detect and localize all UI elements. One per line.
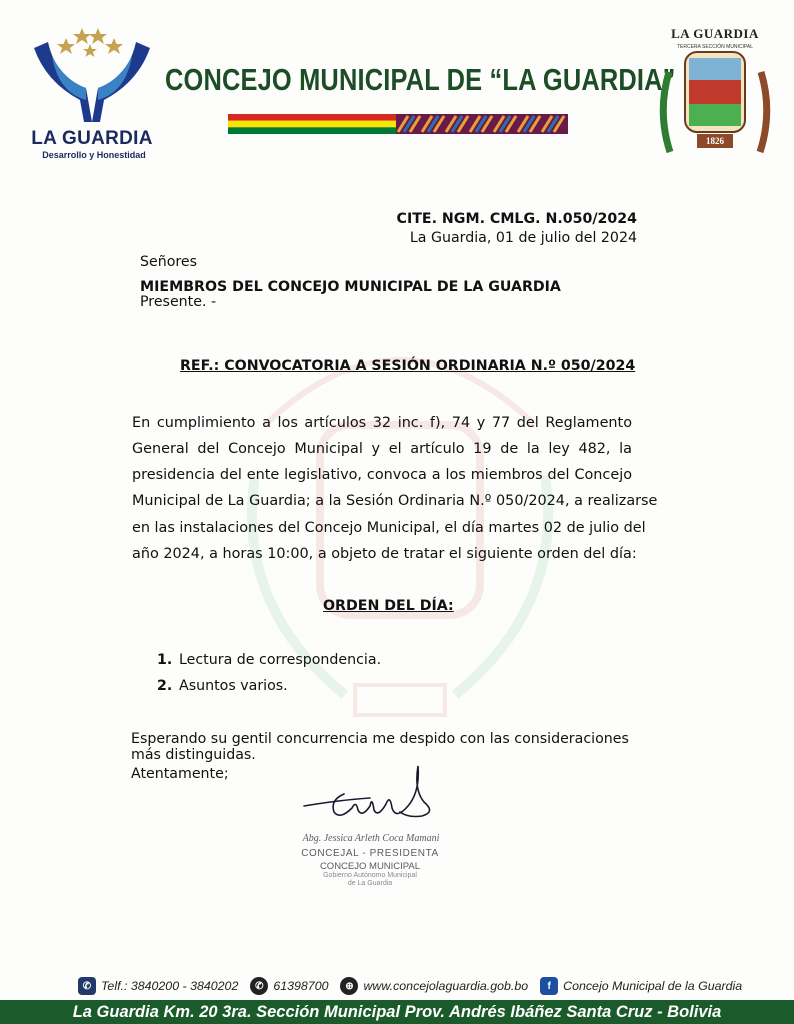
handwritten-signature-icon [300,760,450,830]
footer-website[interactable] [340,977,528,995]
body-line: General del Concejo Municipal y el artículo 19 de la ley 482, la [132,441,632,457]
crest-name: LA GUARDIA [671,26,759,41]
footer-phone-text: Telf.: 3840200 - 3840202 [101,979,239,993]
hands-and-stars-icon [26,22,158,126]
footer-whatsapp[interactable] [250,977,328,995]
reference-line: REF.: CONVOCATORIA A SESIÓN ORDINARIA N.º 050/2024 [180,358,636,374]
phone-icon: ✆ [78,977,96,995]
footer-contacts [78,975,754,997]
footer-phone[interactable] [78,977,238,995]
agenda-item: Asuntos varios. [179,678,288,694]
logo-brand-text: LA GUARDIA [31,128,153,149]
cite-number: CITE. NGM. CMLG. N.050/2024 [396,211,637,227]
municipal-crest [655,22,775,172]
closing-line: más distinguidas. [131,747,256,763]
signatory-org-sub: Gobierno Autónomo Municipal [323,872,417,879]
flag-stripe [228,114,568,134]
facebook-icon: f [540,977,558,995]
agenda-title: ORDEN DEL DÍA: [323,598,454,614]
footer-facebook-text: Concejo Municipal de la Guardia [563,979,743,993]
logo-tagline: Desarrollo y Honestidad [42,150,146,160]
body-line: año 2024, a horas 10:00, a objeto de tratar el siguiente orden del día: [132,546,637,562]
body-line: presidencia del ente legislativo, convoca a los miembros del Concejo [132,467,632,483]
agenda-item-number: 1. [157,652,173,668]
agenda-item-number: 2. [157,678,173,694]
crest-year: 1826 [706,136,724,146]
regards: Atentamente; [131,766,229,782]
body-line: Municipal de La Guardia; a la Sesión Ordinaria N.º 050/2024, a realizarse [132,493,658,509]
whatsapp-icon: ✆ [250,977,268,995]
signatory-org: CONCEJO MUNICIPAL [319,861,421,872]
footer-facebook[interactable] [540,977,742,995]
crest-subtitle: TERCERA SECCIÓN MUNICIPAL [676,44,754,50]
la-guardia-logo [26,22,166,167]
footer-website-text: www.concejolaguardia.gob.bo [363,979,529,993]
signatory-name: Abg. Jessica Arleth Coca Mamani [302,833,440,844]
footer-whatsapp-text: 61398700 [273,979,329,993]
signatory-place: de La Guardia [347,880,393,887]
closing-line: Esperando su gentil concurrencia me despido con las consideraciones [131,731,629,747]
footer-address: La Guardia Km. 20 3ra. Sección Municipal Prov. Andrés Ibáñez Santa Cruz - Bolivia [72,1003,722,1021]
presente: Presente. - [140,294,217,310]
agenda-item: Lectura de correspondencia. [179,652,382,668]
council-title: CONCEJO MUNICIPAL DE “LA GUARDIA” [165,62,676,97]
body-line: En cumplimiento a los artículos 32 inc. f), 74 y 77 del Reglamento [132,415,632,431]
signatory-role: CONCEJAL - PRESIDENTA [301,848,439,859]
salutation: Señores [140,254,198,270]
place-date: La Guardia, 01 de julio del 2024 [409,230,637,246]
body-line: en las instalaciones del Concejo Municipal, el día martes 02 de julio del [132,520,646,536]
recipients: MIEMBROS DEL CONCEJO MUNICIPAL DE LA GUARDIA [140,279,561,295]
globe-icon: ⊕ [340,977,358,995]
